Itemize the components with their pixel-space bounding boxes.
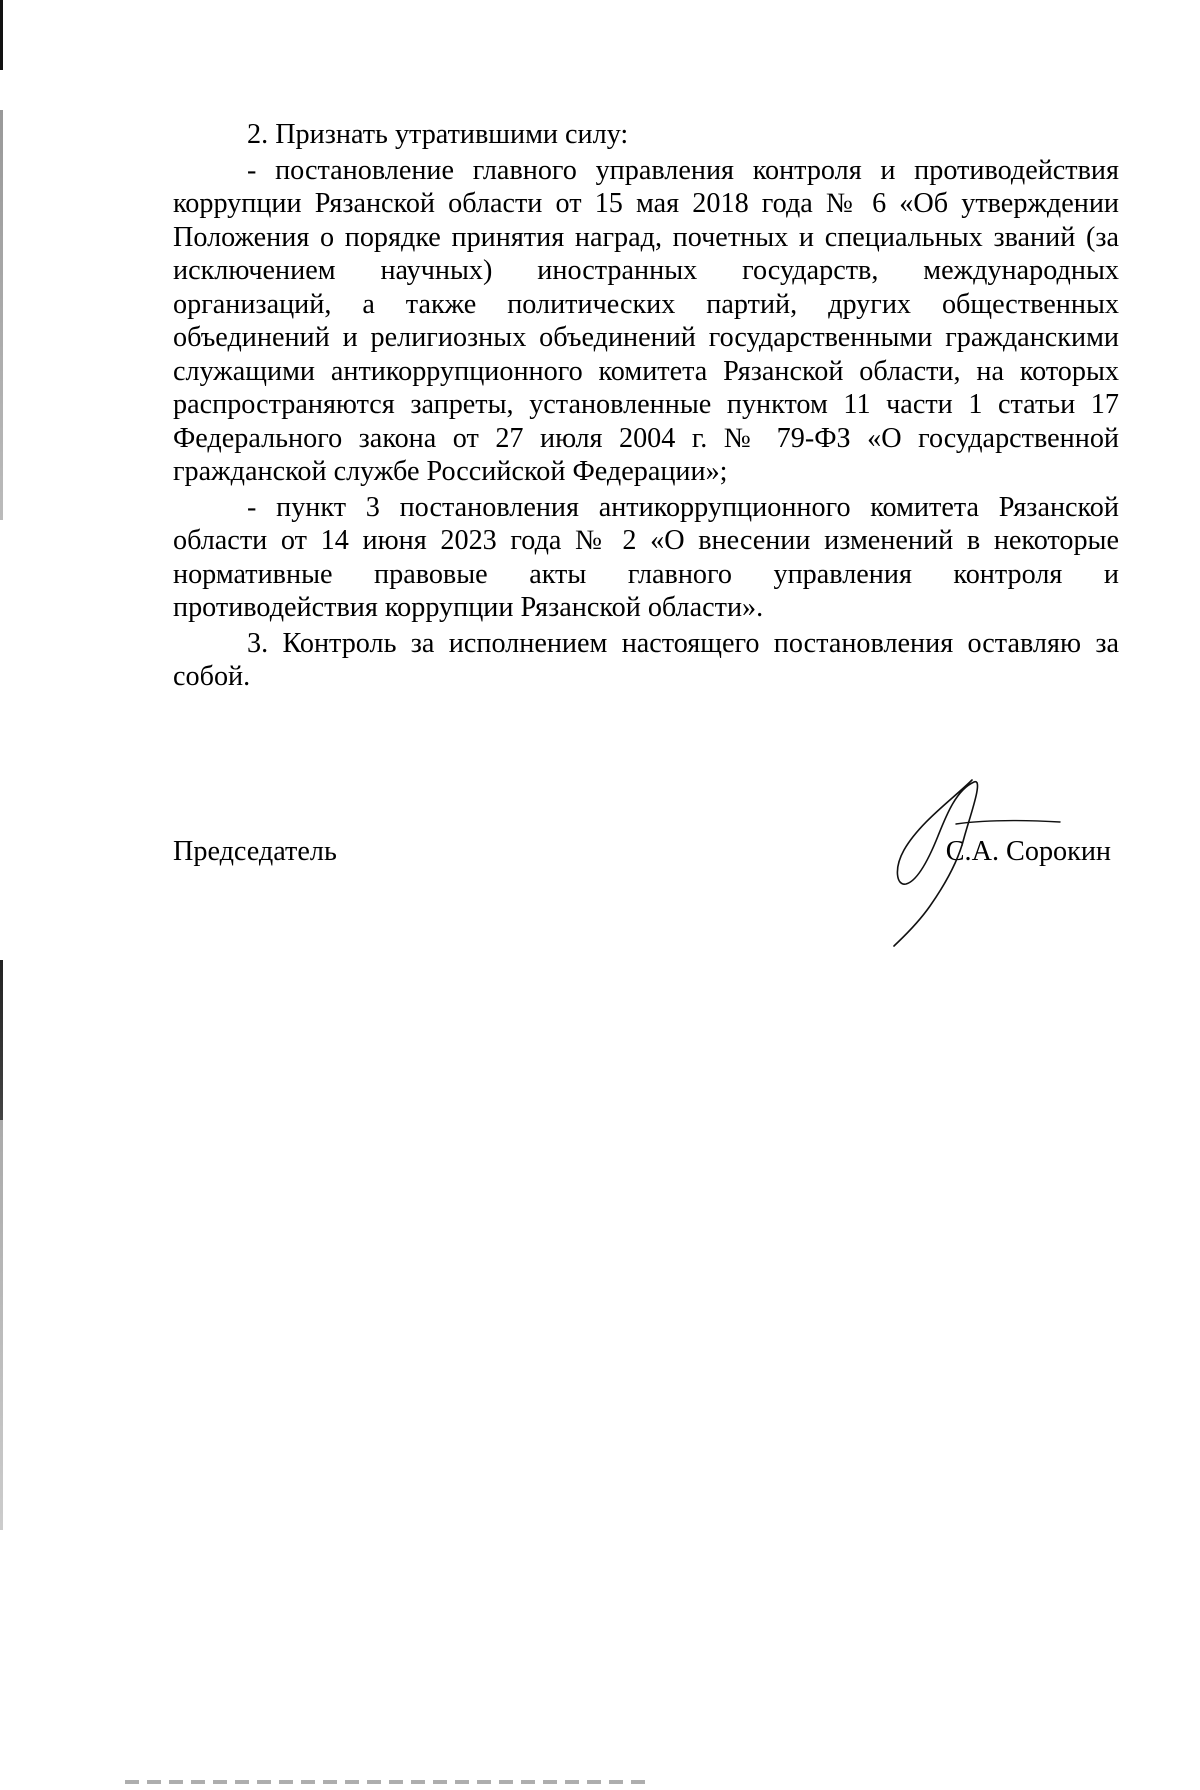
scan-edge-artifact xyxy=(0,0,3,1790)
signature-stroke-underline xyxy=(956,821,1060,824)
paragraph-repeal-clause: - пункт 3 постановления антикоррупционного комитета Рязанской области от 14 июня 2023 года № 2 «О внесении изменений в некоторые нормативные правовые акты главного управления контроля и противодействия коррупции Рязанской области». xyxy=(173,491,1119,623)
footer-scan-artifact xyxy=(125,1780,645,1784)
paragraph-repeal-resolution: - постановление главного управления контроля и противодействия коррупции Рязанской области от 15 мая 2018 года № 6 «Об утверждении Положения о порядке принятия наград, почетных и специальных званий (за исключением научных) иностранных государств, международных организаций, а также политических партий, других общественных объединений и религиозных объединений государственными гражданскими служащими антикоррупционного комитета Рязанской области, на которых распространяются запреты, установленные пунктом 11 части 1 статьи 17 Федерального закона от 27 июля 2004 г. № 79-ФЗ «О государственной гражданской службе Российской Федерации»; xyxy=(173,154,1119,487)
document-body xyxy=(173,118,1119,694)
handwritten-signature xyxy=(864,776,1064,951)
paragraph-item-3: 3. Контроль за исполнением настоящего постановления оставляю за собой. xyxy=(173,627,1119,692)
signer-position: Председатель xyxy=(173,836,337,867)
paragraph-item-2: 2. Признать утратившими силу: xyxy=(247,119,629,150)
signature-stroke-main xyxy=(894,780,978,946)
signer-name: С.А. Сорокин xyxy=(945,836,1111,867)
